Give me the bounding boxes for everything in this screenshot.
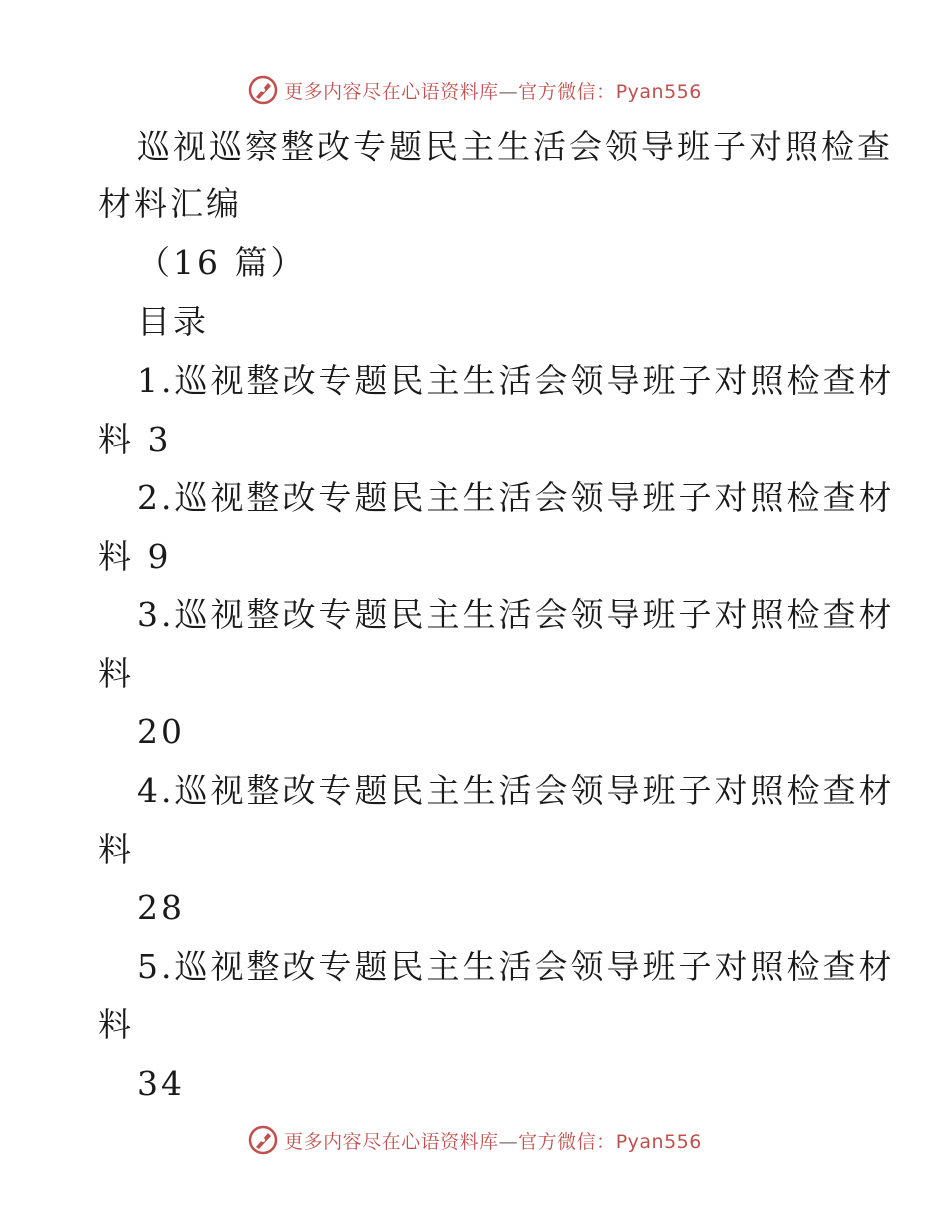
banner-dash: — xyxy=(498,80,519,103)
doc-title-line1: 巡视巡察整改专题民主生活会领导班子对照检查 xyxy=(137,127,893,166)
toc-heading: 目录 xyxy=(137,302,209,341)
toc-item-4-line2[interactable]: 料 xyxy=(98,830,134,869)
toc-item-3-line2[interactable]: 料 xyxy=(98,654,134,693)
doc-title-line2: 材料汇编 xyxy=(98,184,242,223)
toc-item-3-page: 20 xyxy=(137,712,185,751)
banner-text xyxy=(284,1127,702,1154)
toc-item-4-line1[interactable]: 4.巡视整改专题民主生活会领导班子对照检查材 xyxy=(137,771,895,810)
banner-wechat-id: Pyan556 xyxy=(615,80,702,103)
footer-banner xyxy=(0,1120,950,1160)
banner-dash: — xyxy=(498,1130,519,1153)
toc-item-2-line1[interactable]: 2.巡视整改专题民主生活会领导班子对照检查材 xyxy=(137,478,895,517)
toc-item-5-line1[interactable]: 5.巡视整改专题民主生活会领导班子对照检查材 xyxy=(137,947,895,986)
toc-item-5-line2[interactable]: 料 xyxy=(98,1005,134,1044)
toc-item-4-page: 28 xyxy=(137,888,185,927)
pen-nib-logo-icon xyxy=(248,75,278,105)
banner-site: 更多内容尽在心语资料库 xyxy=(284,1130,499,1153)
banner-text xyxy=(284,77,702,104)
pen-nib-logo-icon xyxy=(248,1125,278,1155)
banner-wechat-label: 官方微信： xyxy=(518,80,616,103)
toc-item-2-line2[interactable]: 料 9 xyxy=(98,537,172,576)
banner-wechat-id: Pyan556 xyxy=(615,1130,702,1153)
banner-site: 更多内容尽在心语资料库 xyxy=(284,80,499,103)
toc-item-3-line1[interactable]: 3.巡视整改专题民主生活会领导班子对照检查材 xyxy=(137,595,895,634)
toc-item-1-line1[interactable]: 1.巡视整改专题民主生活会领导班子对照检查材 xyxy=(137,361,895,400)
header-banner xyxy=(0,70,950,110)
toc-item-1-line2[interactable]: 料 3 xyxy=(98,420,172,459)
toc-item-5-page: 34 xyxy=(137,1064,185,1103)
doc-count: （16 篇） xyxy=(137,243,307,282)
banner-wechat-label: 官方微信： xyxy=(518,1130,616,1153)
